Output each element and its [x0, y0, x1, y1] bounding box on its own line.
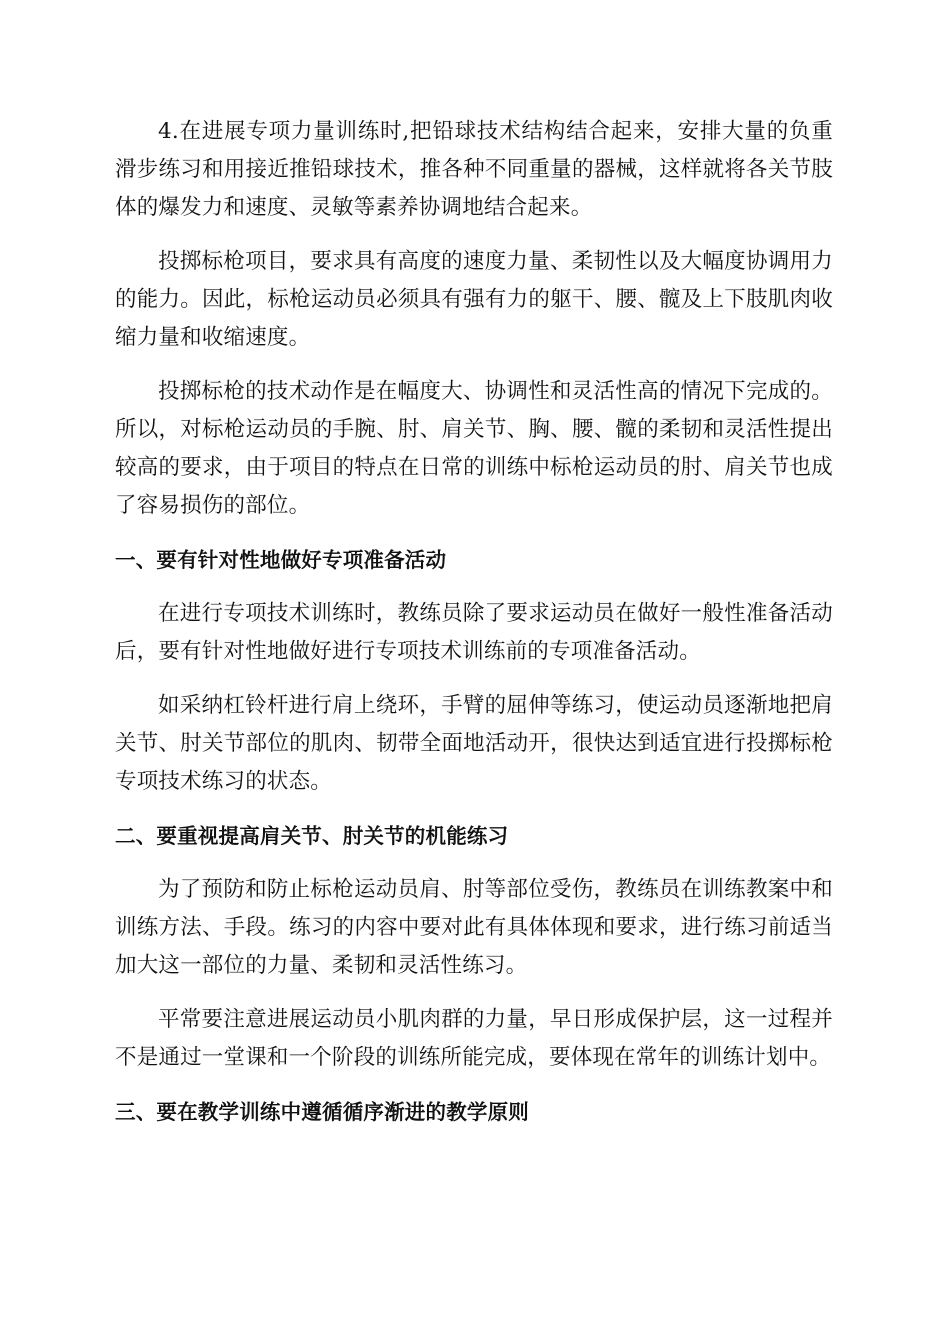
section-heading-3: 三、要在教学训练中遵循循序渐进的教学原则 [115, 1100, 529, 1124]
document-page [115, 113, 833, 1147]
paragraph-section2-1: 为了预防和防止标枪运动员肩、肘等部位受伤，教练员在训练教案中和训练方法、手段。练习的内容中要对此有具体体现和要求，进行练习前适当加大这一部位的力量、柔韧和灵活性练习。 [115, 877, 833, 978]
paragraph-javelin-requirements: 投掷标枪项目，要求具有高度的速度力量、柔韧性以及大幅度协调用力的能力。因此，标枪运动员必须具有强有力的躯干、腰、髋及上下肢肌肉收缩力量和收缩速度。 [115, 249, 833, 350]
section-heading-2: 二、要重视提高肩关节、肘关节的机能练习 [115, 824, 509, 848]
paragraph-section1-1: 在进行专项技术训练时，教练员除了要求运动员在做好一般性准备活动后，要有针对性地做好进行专项技术训练前的专项准备活动。 [115, 601, 833, 664]
paragraph-javelin-technique: 投掷标枪的技术动作是在幅度大、协调性和灵活性高的情况下完成的。所以，对标枪运动员的手腕、肘、肩关节、胸、腰、髋的柔韧和灵活性提出较高的要求，由于项目的特点在日常的训练中标枪运动员的肘、肩关节也成了容易损伤的部位。 [115, 379, 833, 518]
paragraph-section2-2: 平常要注意进展运动员小肌肉群的力量，早日形成保护层，这一过程并不是通过一堂课和一个阶段的训练所能完成，要体现在常年的训练计划中。 [115, 1007, 833, 1070]
section-heading-1: 一、要有针对性地做好专项准备活动 [115, 548, 447, 572]
paragraph-shot-put-training: 4.在进展专项力量训练时,把铅球技术结构结合起来，安排大量的负重滑步练习和用接近推铅球技术，推各种不同重量的器械，这样就将各关节肢体的爆发力和速度、灵敏等素养协调地结合起来。 [115, 119, 833, 220]
paragraph-section1-2: 如采纳杠铃杆进行肩上绕环，手臂的屈伸等练习，使运动员逐渐地把肩关节、肘关节部位的肌肉、韧带全面地活动开，很快达到适宜进行投掷标枪专项技术练习的状态。 [115, 693, 833, 794]
